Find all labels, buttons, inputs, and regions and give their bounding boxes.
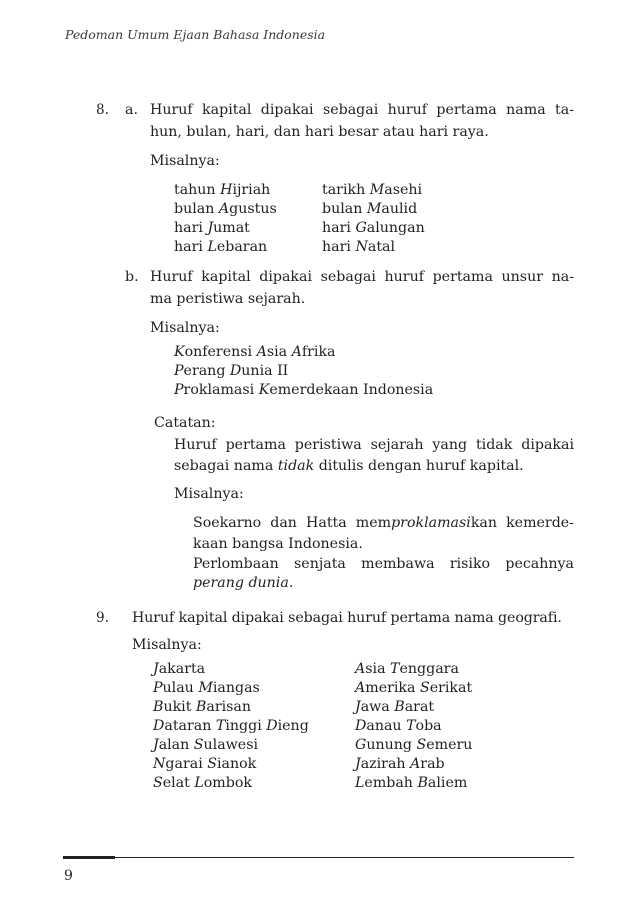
- item8a-examples-left: [174, 181, 277, 257]
- item8b-examples: [174, 343, 433, 400]
- example-line: Perang Dunia II: [174, 363, 289, 379]
- example-line: Jakarta: [153, 661, 206, 677]
- catatan-misalnya: Misalnya:: [174, 486, 244, 502]
- example-line: hari Galungan: [322, 220, 425, 236]
- subitem-letter-b: b.: [125, 269, 139, 285]
- example-line: tarikh Masehi: [322, 182, 423, 198]
- item9-examples-left: [153, 660, 309, 793]
- page-number: 9: [64, 868, 73, 884]
- example-line: Jawa Barat: [355, 699, 435, 715]
- example-line: Jazirah Arab: [355, 756, 445, 772]
- catatan-line2: sebagai nama tidak ditulis dengan huruf kapital.: [174, 458, 524, 474]
- example-line: Gunung Semeru: [355, 737, 473, 753]
- example-line: Lembah Baliem: [355, 775, 468, 791]
- catatan-example2-line1: Perlombaan senjata membawa risiko pecahnya: [193, 556, 574, 572]
- example-line: hari Lebaran: [174, 239, 268, 255]
- item-number-8: 8.: [96, 102, 109, 118]
- item8b-misalnya: Misalnya:: [150, 320, 220, 336]
- item-number-9: 9.: [96, 610, 109, 626]
- catatan-example1-line1: Soekarno dan Hatta memproklamasikan kemerde-: [193, 515, 574, 531]
- item9-misalnya: Misalnya:: [132, 637, 202, 653]
- example-line: Selat Lombok: [153, 775, 252, 791]
- item8b-line1: Huruf kapital dipakai sebagai huruf pertama unsur na-: [150, 269, 574, 285]
- example-line: bulan Maulid: [322, 201, 418, 217]
- example-line: Pulau Miangas: [153, 680, 260, 696]
- item8a-line1: Huruf kapital dipakai sebagai huruf pertama nama ta-: [150, 102, 574, 118]
- example-line: Dataran Tinggi Dieng: [153, 718, 309, 734]
- item9-examples-right: [355, 660, 472, 793]
- item8a-examples-right: [322, 181, 425, 257]
- subitem-letter-a: a.: [125, 102, 138, 118]
- example-line: Bukit Barisan: [153, 699, 252, 715]
- running-header: Pedoman Umum Ejaan Bahasa Indonesia: [65, 27, 326, 42]
- item8a-line2: hun, bulan, hari, dan hari besar atau hari raya.: [150, 124, 489, 140]
- example-line: Ngarai Sianok: [153, 756, 257, 772]
- catatan-example2-line2: perang dunia.: [193, 575, 294, 591]
- catatan-label: Catatan:: [154, 415, 216, 431]
- example-line: hari Natal: [322, 239, 396, 255]
- example-line: Proklamasi Kemerdekaan Indonesia: [174, 382, 434, 398]
- example-line: hari Jumat: [174, 220, 250, 236]
- example-line: Asia Tenggara: [355, 661, 459, 677]
- example-line: Amerika Serikat: [355, 680, 473, 696]
- item8a-misalnya: Misalnya:: [150, 153, 220, 169]
- footer-rule-accent: [63, 856, 115, 859]
- example-line: bulan Agustus: [174, 201, 277, 217]
- example-line: Konferensi Asia Afrika: [174, 344, 336, 360]
- example-line: tahun Hijriah: [174, 182, 271, 198]
- catatan-example1-line2: kaan bangsa Indonesia.: [193, 536, 363, 552]
- item8b-line2: ma peristiwa sejarah.: [150, 291, 306, 307]
- footer-rule: [115, 857, 574, 858]
- example-line: Jalan Sulawesi: [153, 737, 259, 753]
- catatan-line1: Huruf pertama peristiwa sejarah yang tidak dipakai: [174, 437, 574, 453]
- example-line: Danau Toba: [355, 718, 442, 734]
- item9-text: Huruf kapital dipakai sebagai huruf pertama nama geografi.: [132, 610, 562, 626]
